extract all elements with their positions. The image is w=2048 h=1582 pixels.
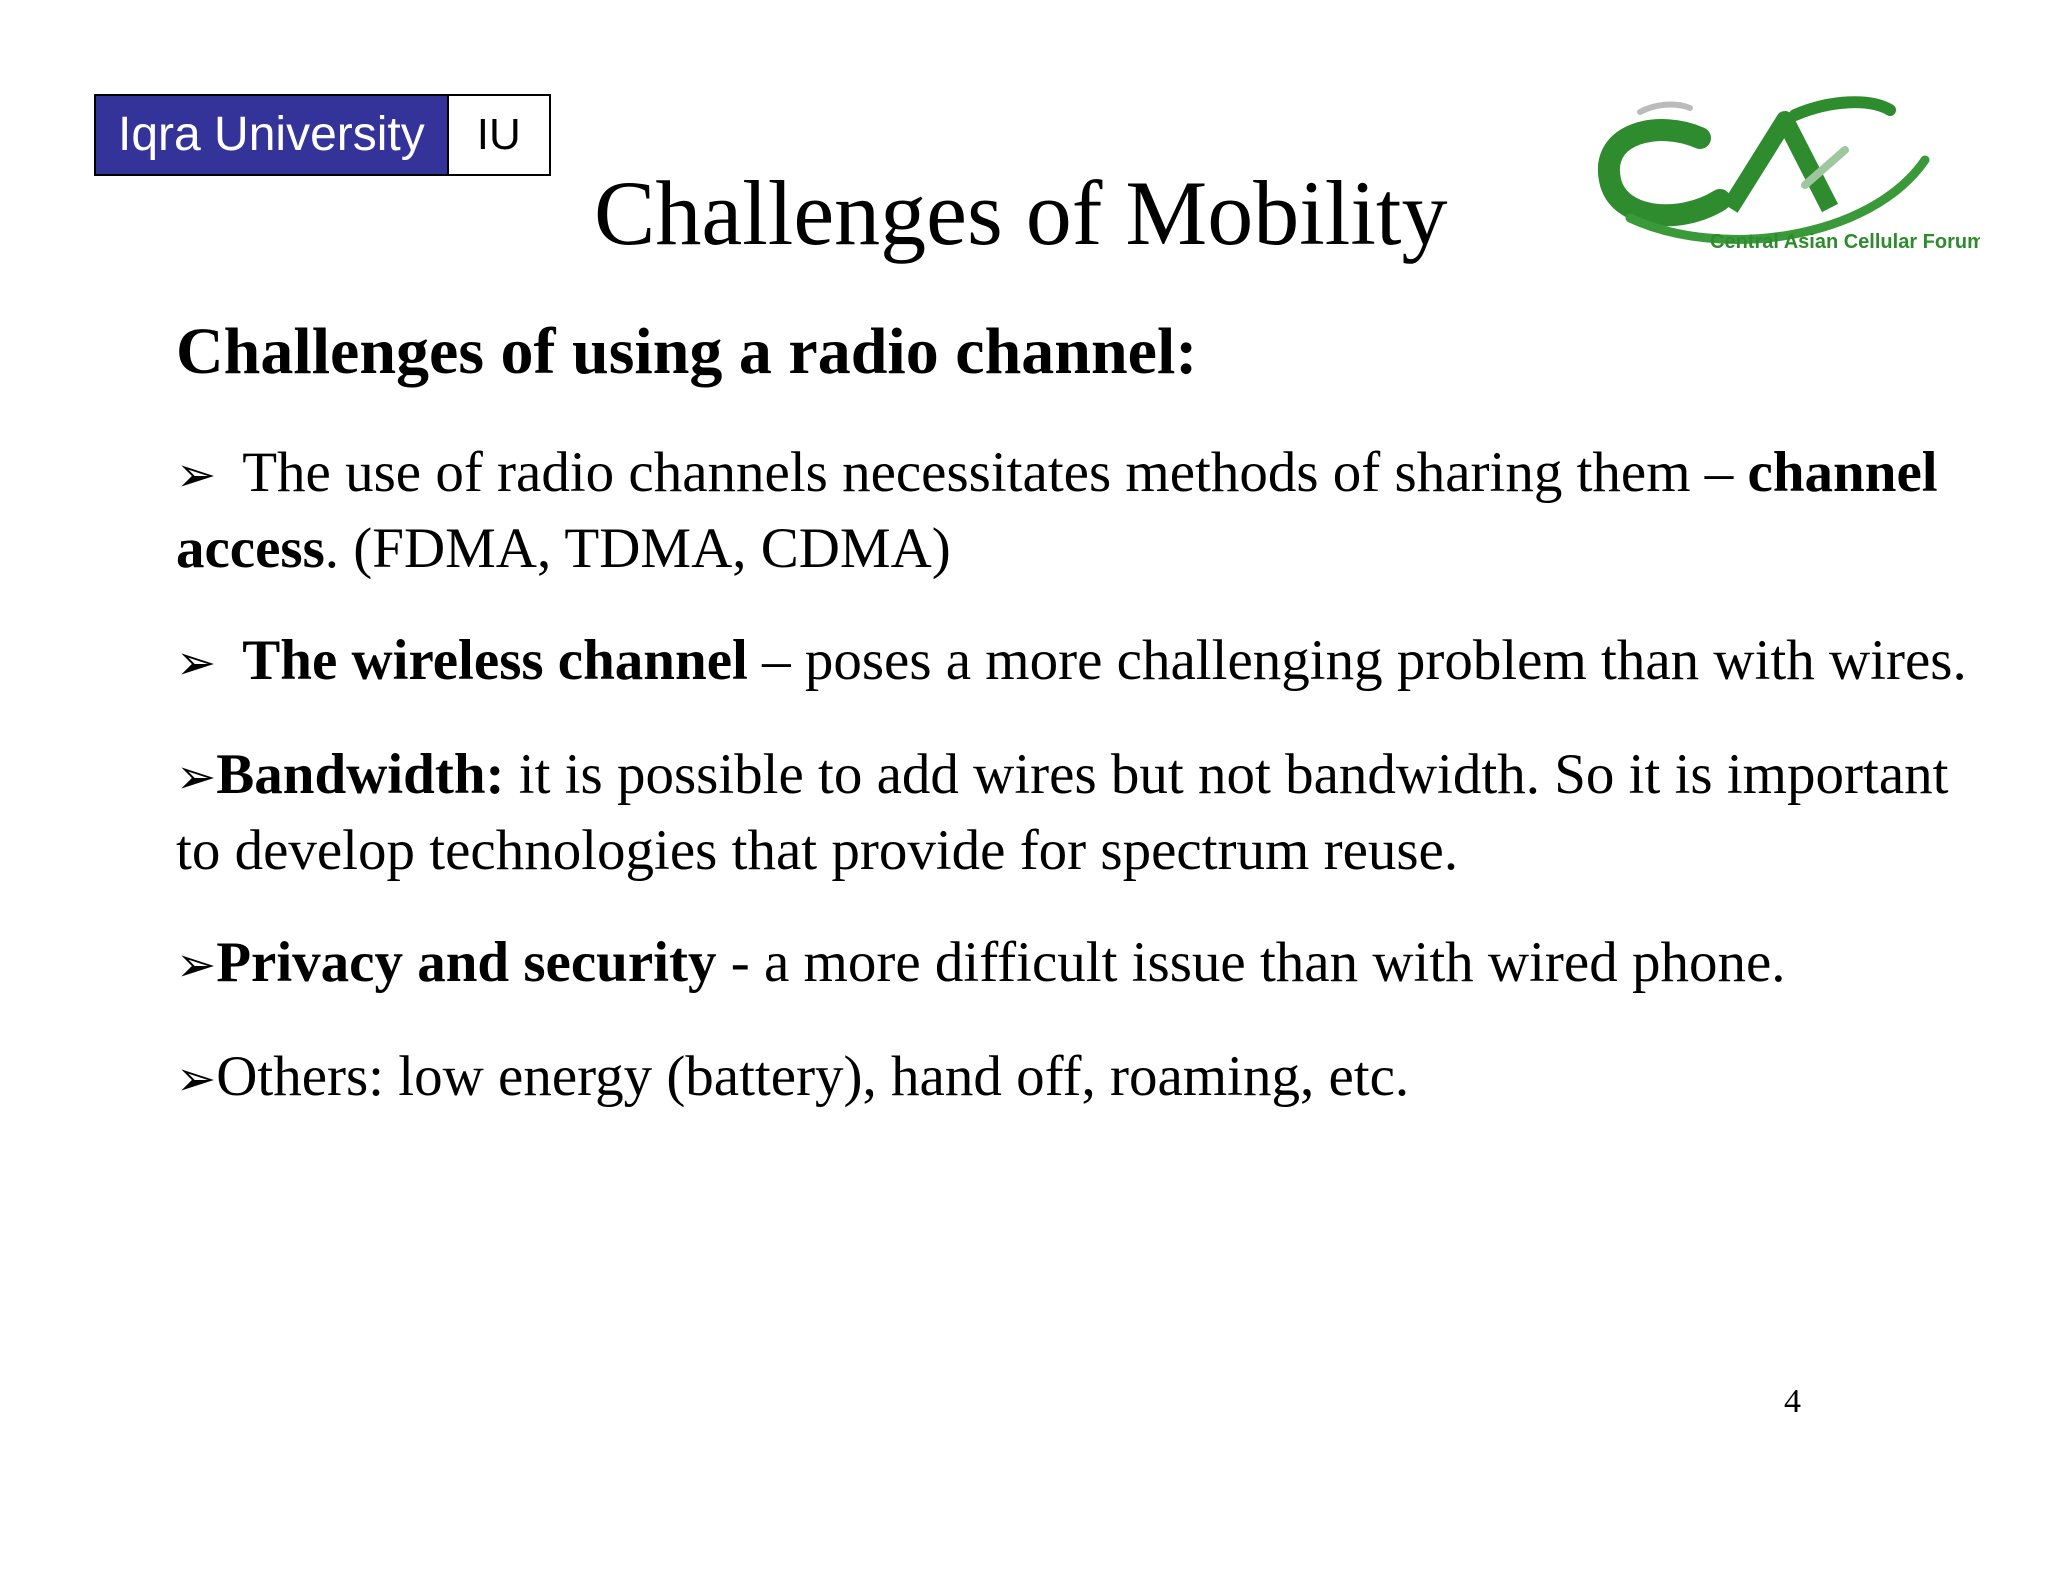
- bullet-bold-text: Privacy and security: [216, 931, 717, 994]
- cacf-logo: [1580, 90, 1980, 260]
- arrow-bullet-icon: ➢: [176, 635, 217, 691]
- bullet-text: . (FDMA, TDMA, CDMA): [324, 517, 951, 580]
- bullet-bold-text: The wireless channel: [242, 629, 748, 692]
- bullet-text: Others: low energy (battery), hand off, roaming, etc.: [216, 1045, 1410, 1108]
- cacf-logo-caption: Central Asian Cellular Forum: [1710, 231, 1980, 253]
- slide-subtitle: Challenges of using a radio channel:: [176, 315, 1198, 388]
- bullet-list: [176, 436, 1976, 1154]
- university-badge: [94, 94, 551, 176]
- bullet-item: [176, 926, 1976, 1002]
- cacf-logo-icon: [1580, 90, 1980, 260]
- arrow-bullet-icon: ➢: [176, 1051, 217, 1107]
- bullet-item: [176, 624, 1976, 700]
- bullet-item: [176, 1040, 1976, 1116]
- university-abbreviation: IU: [449, 96, 549, 174]
- page-number: 4: [1784, 1383, 1801, 1420]
- bullet-text: – poses a more challenging problem than with wires.: [747, 629, 1967, 692]
- bullet-item: [176, 436, 1976, 586]
- bullet-text: it is possible to add wires but not bandwidth. So it is important to develop technologies that provide for spectrum reuse.: [176, 743, 1949, 882]
- bullet-item: [176, 738, 1976, 888]
- bullet-bold-text: channel access: [176, 441, 1938, 580]
- arrow-bullet-icon: ➢: [176, 937, 217, 993]
- arrow-bullet-icon: ➢: [176, 749, 217, 805]
- slide-title: Challenges of Mobility: [594, 162, 1448, 264]
- bullet-bold-text: Bandwidth:: [216, 743, 505, 806]
- bullet-text: The use of radio channels necessitates methods of sharing them –: [242, 441, 1748, 504]
- bullet-text: - a more difficult issue than with wired phone.: [716, 931, 1786, 994]
- arrow-bullet-icon: ➢: [176, 447, 217, 503]
- university-name: Iqra University: [96, 96, 449, 174]
